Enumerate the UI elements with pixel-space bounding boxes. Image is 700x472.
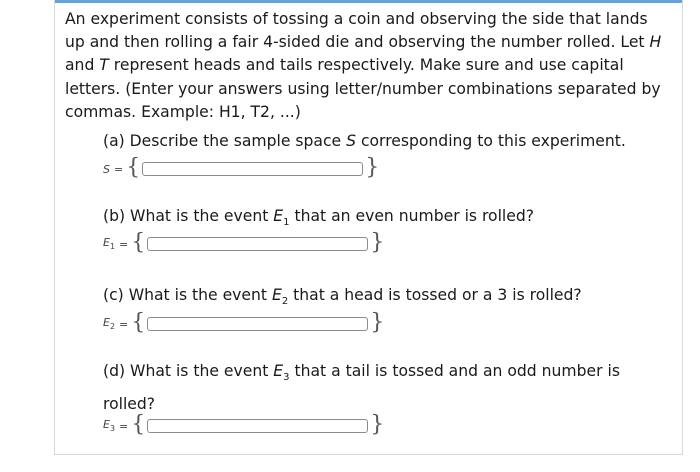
part-d-var: E <box>273 362 284 380</box>
intro-line-5: commas. Example: H1, T2, ...) <box>65 102 301 121</box>
part-b-equals: = <box>119 237 129 251</box>
part-c-prefix: (c) What is the event <box>103 286 272 304</box>
part-d-lhs <box>103 418 115 433</box>
part-b-open-brace: { <box>131 230 146 255</box>
part-a-prompt <box>103 128 663 155</box>
part-b-sub: 1 <box>283 217 290 229</box>
part-a-lhs <box>103 163 110 176</box>
intro-line-3b: represent heads and tails respectively. Make sure and use capital <box>108 56 624 75</box>
part-a-answer-row <box>103 156 379 182</box>
var-h: H <box>649 33 662 52</box>
var-t: T <box>99 56 109 75</box>
part-c-var: E <box>271 286 282 304</box>
part-d-lhs-var: E <box>103 418 110 432</box>
part-c-lhs-var: E <box>103 316 110 330</box>
part-c-suffix: that a head is tossed or a 3 is rolled? <box>288 286 582 304</box>
part-d-open-brace: { <box>131 412 146 437</box>
part-d-answer-row <box>103 413 384 439</box>
part-b-suffix: that an even number is rolled? <box>289 207 535 225</box>
intro-line-4: letters. (Enter your answers using letter/number combinations separated by <box>65 79 661 98</box>
part-a-lhs-var: S <box>103 162 110 176</box>
part-d-suffix-line2: rolled? <box>103 395 156 414</box>
part-c-answer-row <box>103 311 384 337</box>
event-e2-input[interactable] <box>147 317 368 331</box>
part-d-prefix: (d) What is the event <box>103 362 274 380</box>
part-b-close-brace: } <box>370 230 385 255</box>
sample-space-input[interactable] <box>142 162 363 176</box>
part-b-lhs-var: E <box>103 236 110 250</box>
part-d-suffix: that a tail is tossed and an odd number is <box>289 362 620 380</box>
part-a-var: S <box>346 132 356 150</box>
part-b-lhs <box>103 236 115 251</box>
intro-line-3a: and <box>65 56 100 75</box>
event-e3-input[interactable] <box>147 419 368 433</box>
part-d-equals: = <box>119 419 129 433</box>
part-b-var: E <box>273 207 284 225</box>
part-d-lhs-sub: 3 <box>109 424 116 434</box>
part-d-prompt <box>103 358 663 418</box>
part-c-sub: 2 <box>281 296 289 308</box>
part-a-prefix: (a) Describe the sample space <box>103 132 347 150</box>
part-c-lhs <box>103 316 115 331</box>
part-a-equals: = <box>113 162 124 176</box>
event-e1-input[interactable] <box>147 237 368 251</box>
part-b-answer-row <box>103 231 384 257</box>
part-b-lhs-sub: 1 <box>109 242 116 252</box>
part-a-open-brace: { <box>126 155 141 180</box>
part-c-open-brace: { <box>131 310 146 335</box>
question-intro <box>65 8 677 124</box>
part-d-close-brace: } <box>370 412 385 437</box>
part-c-lhs-sub: 2 <box>109 322 116 332</box>
part-d-sub: 3 <box>283 372 290 384</box>
part-c-equals: = <box>119 317 129 331</box>
part-a-close-brace: } <box>365 155 380 180</box>
part-b-prefix: (b) What is the event <box>103 207 274 225</box>
intro-line-1: An experiment consists of tossing a coin and observing the side that lands <box>65 10 648 28</box>
part-a-suffix: corresponding to this experiment. <box>355 132 626 150</box>
intro-line-2: up and then rolling a fair 4-sided die and observing the number rolled. Let <box>65 33 650 52</box>
part-c-close-brace: } <box>370 310 385 335</box>
